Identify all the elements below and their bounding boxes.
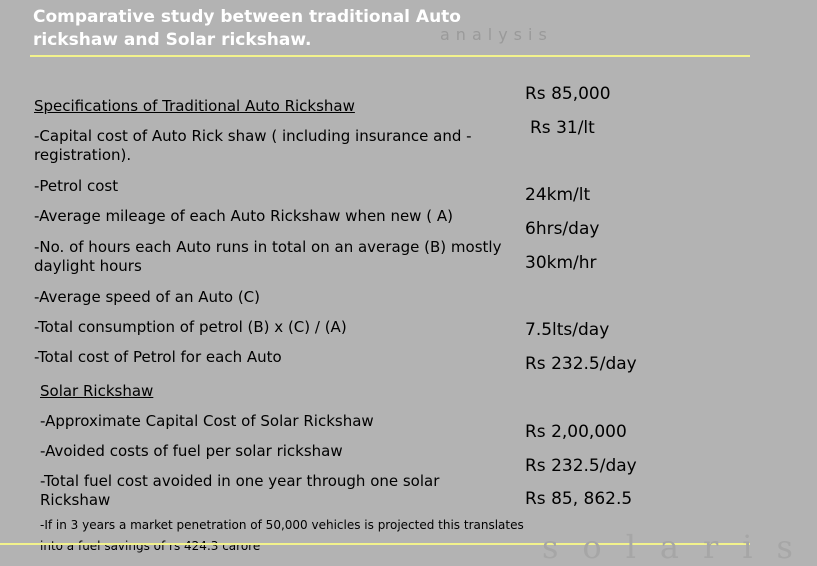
brand-analysis-watermark: analysis	[440, 25, 553, 44]
trad-item-speed: -Average speed of an Auto (C)	[34, 288, 260, 306]
solar-value-avoided-costs: Rs 232.5/day	[525, 456, 637, 476]
trad-value-petrol-cost: Rs 31/lt	[530, 118, 595, 138]
trad-item-total-cost: -Total cost of Petrol for each Auto	[34, 348, 282, 366]
solar-value-capital-cost: Rs 2,00,000	[525, 422, 627, 442]
solar-item-total-avoided: -Total fuel cost avoided in one year through one solar Rickshaw	[40, 472, 440, 509]
trad-item-petrol-cost: -Petrol cost	[34, 177, 119, 195]
penetration-note-line1: -If in 3 years a market penetration of 50,000 vehicles is projected this translates	[40, 518, 524, 532]
top-divider	[30, 55, 750, 57]
solar-item-avoided-costs: -Avoided costs of fuel per solar rickshaw	[40, 442, 343, 460]
solar-heading: Solar Rickshaw	[40, 382, 154, 400]
trad-item-consumption: -Total consumption of petrol (B) x (C) / (A)	[34, 318, 347, 336]
trad-value-total-cost: Rs 232.5/day	[525, 354, 637, 374]
trad-item-hours: -No. of hours each Auto runs in total on an average (B) mostly daylight hours	[34, 238, 502, 275]
slide-title: Comparative study between traditional Auto rickshaw and Solar rickshaw.	[33, 7, 461, 50]
trad-value-hours: 6hrs/day	[525, 219, 600, 239]
penetration-note-line2: into a fuel savings of rs 424.3 carore	[40, 539, 261, 553]
trad-item-capital-cost: -Capital cost of Auto Rick shaw ( including insurance and -registration).	[34, 127, 472, 164]
brand-solaris-watermark: solaris	[542, 528, 817, 566]
trad-value-mileage: 24km/lt	[525, 185, 591, 205]
solar-value-total-avoided: Rs 85, 862.5	[525, 489, 633, 509]
solar-item-capital-cost: -Approximate Capital Cost of Solar Rickshaw	[40, 412, 374, 430]
trad-value-consumption: 7.5lts/day	[525, 320, 610, 340]
trad-value-speed: 30km/hr	[525, 253, 597, 273]
trad-item-mileage: -Average mileage of each Auto Rickshaw when new ( A)	[34, 207, 453, 225]
trad-value-capital-cost: Rs 85,000	[525, 84, 611, 104]
traditional-heading: Specifications of Traditional Auto Rickshaw	[34, 97, 355, 115]
